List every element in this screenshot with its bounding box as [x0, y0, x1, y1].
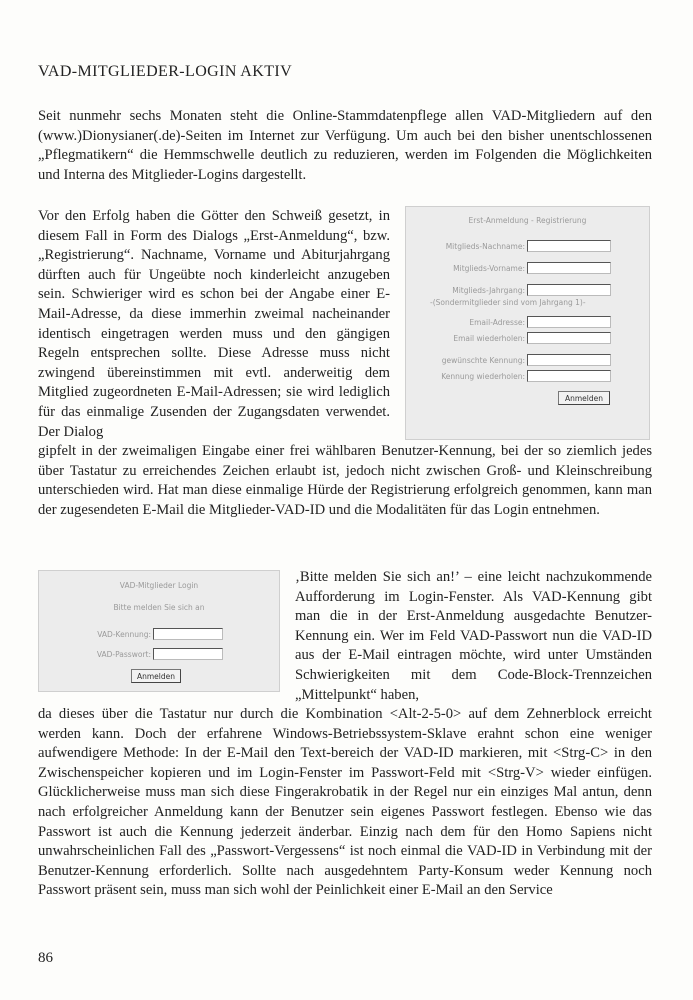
- email-repeat-label: Email wiederholen:: [453, 334, 525, 343]
- article-title: VAD-MITGLIEDER-LOGIN AKTIV: [38, 63, 293, 80]
- login-submit-button[interactable]: Anmelden: [131, 669, 181, 683]
- login-password-row: [39, 648, 279, 662]
- id-repeat-row: [406, 370, 649, 384]
- login-id-input[interactable]: [153, 628, 223, 640]
- login-dialog: [38, 570, 280, 692]
- email-label: Email-Adresse:: [469, 318, 525, 327]
- paragraph-intro: Seit nunmehr sechs Monaten steht die Online-Stammdatenpflege allen VAD-Mitgliedern auf den (www.)Dionysianer(.de)-Seiten im Internet zur Verfügung. Um auch bei den bisher unentschlossenen „Pflegmatikern“ die Hemmschwelle deutlich zu reduzieren, werden im Folgenden die Möglichkeiten und Interna des Mitglieder-Logins dargestellt.: [38, 108, 652, 183]
- email-repeat-row: [406, 332, 649, 346]
- login-dialog-subtitle: Bitte melden Sie sich an: [113, 603, 205, 612]
- page-number: 86: [38, 950, 53, 966]
- paragraph-login: ‚Bitte melden Sie sich an!’ – eine leicht nachzukommende Aufforderung im Login-Fenster. Als VAD-Kennung gibt man die in der Erst-Anmeldung ausgedachte Benutzer-Kennung ein. Wer im Feld VAD-Passwort nun die VAD-ID aus der E-Mail eintragen möchte, wird unter Umständen Schwierigkeiten mit dem Code-Block-Trennzeichen „Mittelpunkt“ haben,: [295, 569, 652, 703]
- year-note: -(Sondermitglieder sind vom Jahrgang 1)-: [430, 298, 586, 307]
- id-label: gewünschte Kennung:: [441, 356, 525, 365]
- paragraph-registration-cont: gipfelt in der zweimaligen Eingabe einer frei wählbaren Benutzer-Kennung, bei der so ziemlich jedes über Tastatur zu erreichendes Zeichen erlaubt ist, jedoch nicht zwischen Groß- und Kleinschreibung unterschieden wird. Hat man diese einmalige Hürde der Registrierung erfolgreich genommen, kann man der zugesendeten E-Mail die Mitglieder-VAD-ID und die Modalitäten für das Login entnehmen.: [38, 443, 652, 518]
- login-id-row: [39, 628, 279, 642]
- id-input[interactable]: [527, 354, 611, 366]
- firstname-input[interactable]: [527, 262, 611, 274]
- firstname-label: Mitglieds-Vorname:: [453, 264, 525, 273]
- login-password-label: VAD-Passwort:: [96, 650, 151, 659]
- lastname-label: Mitglieds-Nachname:: [445, 242, 525, 251]
- email-row: [406, 316, 649, 330]
- paragraph-login-cont: da dieses über die Tastatur nur durch die Kombination <Alt-2-5-0> auf dem Zehnerblock erreicht werden kann. Doch der erfahrene Windows-Betriebssystem-Sklave erahnt schon eine weniger aufwendigere Methode: In der E-Mail den Text-bereich der VAD-ID markieren, mit <Strg-C> in den Zwischenspeicher kopieren und im Login-Fenster im Passwort-Feld mit <Strg-V> wieder einfügen. Glücklicherweise muss man sich diese Fingerakrobatik in der Regel nur ein einziges Mal antun, denn nach erfolgreicher Anmeldung kann der Benutzer sein eigenes Passwort festlegen. Ebenso wie das Passwort ist auch die Kennung jederzeit änderbar. Einzig nach dem für den Homo Sapiens nicht unwahrscheinlichen Fall des „Passwort-Vergessens“ ist noch einmal die VAD-ID in Verbindung mit der Benutzer-Kennung erforderlich. Sollte nach ausgedehntem Party-Konsum weder Kennung noch Passwort präsent sein, muss man sich wohl der Peinlichkeit einer E-Mail an den Service: [38, 706, 652, 899]
- registration-dialog-title: Erst-Anmeldung - Registrierung: [468, 216, 587, 225]
- email-input[interactable]: [527, 316, 611, 328]
- login-dialog-title: VAD-Mitglieder Login: [119, 581, 199, 590]
- id-repeat-label: Kennung wiederholen:: [441, 372, 525, 381]
- lastname-input[interactable]: [527, 240, 611, 252]
- id-row: [406, 354, 649, 368]
- register-submit-button[interactable]: Anmelden: [558, 391, 610, 405]
- year-input[interactable]: [527, 284, 611, 296]
- firstname-row: [406, 262, 649, 276]
- year-label: Mitglieds-Jahrgang:: [452, 286, 525, 295]
- login-id-label: VAD-Kennung:: [97, 630, 151, 639]
- login-password-input[interactable]: [153, 648, 223, 660]
- lastname-row: [406, 240, 649, 254]
- paragraph-registration: Vor den Erfolg haben die Götter den Schweiß gesetzt, in diesem Fall in Form des Dialogs „Erst-Anmeldung“, bzw. „Registrierung“. Nachname, Vorname und Abiturjahrgang dürften auch für Ungeübte noch kinderleicht anzugeben sein. Schwieriger wird es schon bei der Angabe einer E-Mail-Adresse, da diese immerhin zweimal nacheinander identisch eingetragen werden muss und den gängigen Regeln entsprechen sollte. Diese Adresse muss nicht zwingend übereinstimmen mit evtl. anderweitig dem Mitglied zugeordneten E-Mail-Adressen; sie wird lediglich für das einmalige Zusenden der Zugangsdaten verwendet. Der Dialog: [38, 208, 390, 440]
- id-repeat-input[interactable]: [527, 370, 611, 382]
- year-row: [406, 284, 649, 298]
- email-repeat-input[interactable]: [527, 332, 611, 344]
- registration-dialog: [405, 206, 650, 440]
